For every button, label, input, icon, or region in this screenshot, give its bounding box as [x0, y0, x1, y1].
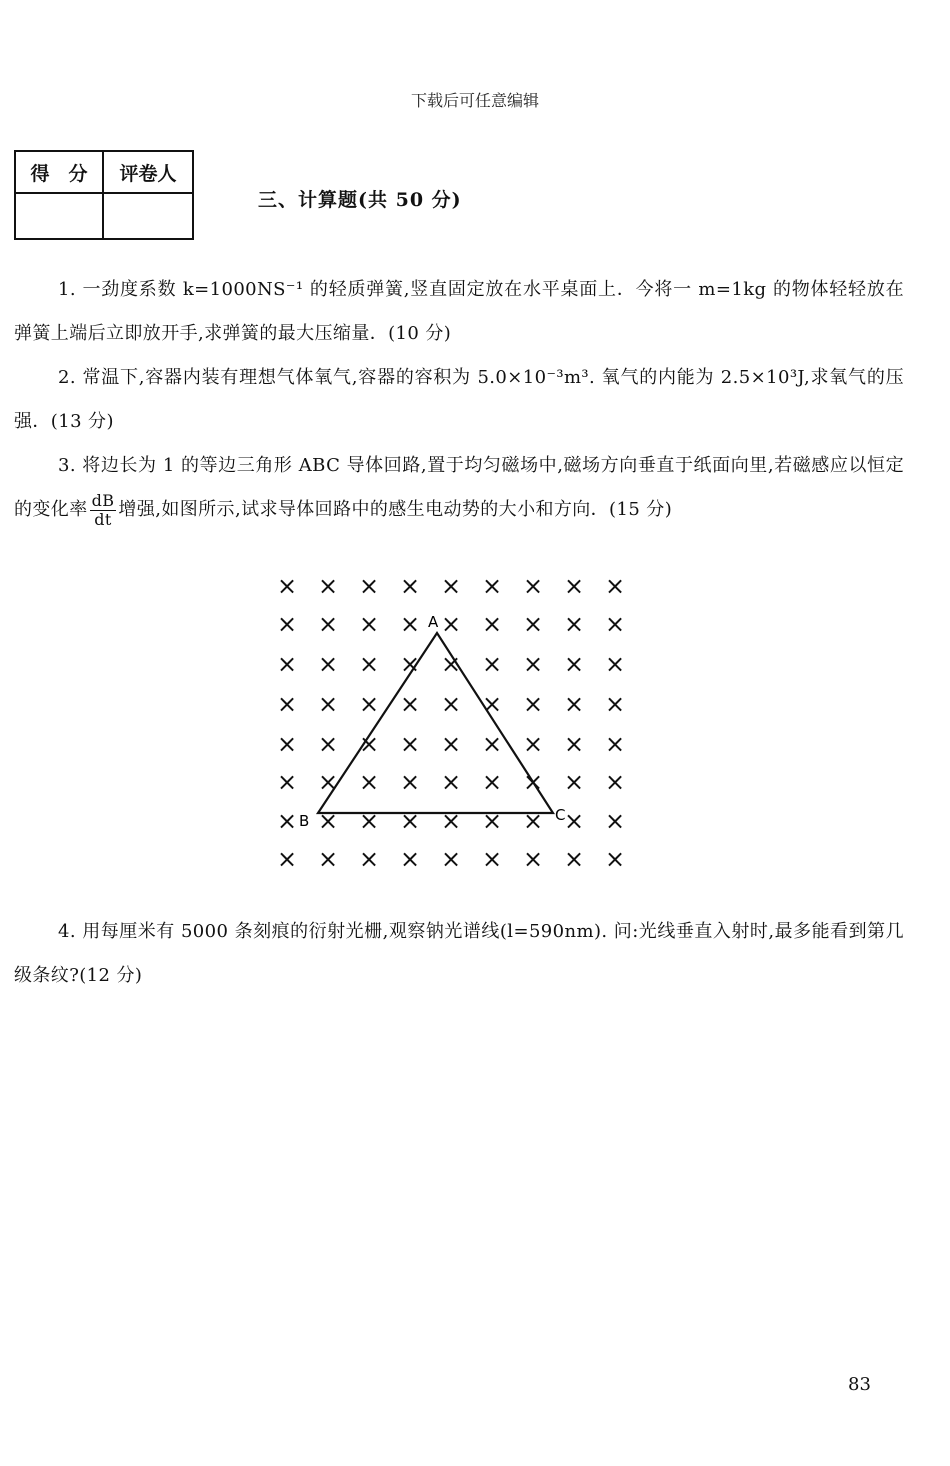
question-1: 1. 一劲度系数 k=1000NS⁻¹ 的轻质弹簧,竖直固定放在水平桌面上．今将一 m=1kg 的物体轻轻放在弹簧上端后立即放开手,求弹簧的最大压缩量．(10 分): [14, 279, 904, 344]
field-cross-mark: ×: [481, 572, 503, 600]
section-title: 三、计算题(共 50 分): [258, 189, 462, 211]
field-cross-mark: ×: [317, 610, 339, 638]
field-cross-mark: ×: [317, 650, 339, 678]
question-3-text-before: 3. 将边长为 1 的等边三角形 ABC 导体回路,置于均匀磁场中,磁场方向垂直于纸面向里,若磁感应以恒定的变化率: [14, 455, 904, 520]
field-marks: [277, 572, 625, 873]
field-cross-mark: ×: [563, 572, 585, 600]
field-cross-mark: ×: [399, 690, 421, 718]
field-cross-mark: ×: [522, 730, 544, 758]
field-cross-mark: ×: [563, 730, 585, 758]
field-cross-mark: ×: [399, 730, 421, 758]
field-cross-mark: ×: [481, 650, 503, 678]
question-4: 4. 用每厘米有 5000 条刻痕的衍射光栅,观察钠光谱线(l=590nm). 问:光线垂直入射时,最多能看到第几级条纹?(12 分): [14, 921, 904, 986]
field-cross-mark: ×: [317, 730, 339, 758]
field-cross-mark: ×: [358, 730, 380, 758]
question-2: 2. 常温下,容器内装有理想气体氧气,容器的容积为 5.0×10⁻³m³. 氧气的内能为 2.5×10³J,求氧气的压强．(13 分): [14, 367, 904, 432]
field-cross-mark: ×: [276, 610, 298, 638]
field-cross-mark: ×: [522, 610, 544, 638]
field-cross-mark: ×: [358, 768, 380, 796]
field-cross-mark: ×: [399, 845, 421, 873]
header-note: 下载后可任意编辑: [410, 91, 539, 110]
field-cross-mark: ×: [481, 690, 503, 718]
field-cross-mark: ×: [563, 650, 585, 678]
field-cross-mark: ×: [399, 768, 421, 796]
vertex-label-b: B: [299, 812, 310, 830]
field-cross-mark: ×: [399, 610, 421, 638]
field-cross-mark: ×: [563, 610, 585, 638]
field-cross-mark: ×: [440, 768, 462, 796]
field-cross-mark: ×: [358, 845, 380, 873]
field-cross-mark: ×: [317, 572, 339, 600]
field-cross-mark: ×: [276, 572, 298, 600]
field-cross-mark: ×: [399, 650, 421, 678]
field-cross-mark: ×: [604, 572, 626, 600]
field-cross-mark: ×: [440, 572, 462, 600]
field-cross-mark: ×: [317, 807, 339, 835]
field-cross-mark: ×: [563, 768, 585, 796]
field-cross-mark: ×: [276, 650, 298, 678]
field-cross-mark: ×: [317, 845, 339, 873]
field-cross-mark: ×: [317, 690, 339, 718]
triangle-abc: [318, 633, 553, 813]
field-cross-mark: ×: [399, 807, 421, 835]
field-cross-mark: ×: [440, 610, 462, 638]
field-cross-mark: ×: [522, 572, 544, 600]
field-cross-mark: ×: [522, 768, 544, 796]
field-cross-mark: ×: [563, 807, 585, 835]
field-cross-mark: ×: [440, 807, 462, 835]
field-cross-mark: ×: [358, 650, 380, 678]
field-cross-mark: ×: [358, 572, 380, 600]
page-number: 83: [848, 1374, 871, 1395]
field-cross-mark: ×: [522, 690, 544, 718]
field-cross-mark: ×: [358, 610, 380, 638]
field-cross-mark: ×: [440, 650, 462, 678]
field-cross-mark: ×: [440, 845, 462, 873]
fraction-numerator: dB: [91, 490, 115, 510]
field-cross-mark: ×: [522, 845, 544, 873]
fraction-denominator: dt: [94, 509, 112, 529]
field-cross-mark: ×: [604, 768, 626, 796]
field-cross-mark: ×: [276, 807, 298, 835]
field-cross-mark: ×: [604, 730, 626, 758]
field-cross-mark: ×: [440, 690, 462, 718]
field-cross-mark: ×: [481, 610, 503, 638]
field-cross-mark: ×: [604, 610, 626, 638]
field-cross-mark: ×: [276, 730, 298, 758]
field-cross-mark: ×: [604, 807, 626, 835]
field-cross-mark: ×: [522, 650, 544, 678]
field-cross-mark: ×: [522, 807, 544, 835]
field-cross-mark: ×: [399, 572, 421, 600]
field-cross-mark: ×: [481, 768, 503, 796]
field-cross-mark: ×: [276, 768, 298, 796]
field-cross-mark: ×: [604, 650, 626, 678]
field-cross-mark: ×: [276, 845, 298, 873]
score-label: 得 分: [15, 151, 103, 193]
vertex-label-c: C: [555, 806, 566, 824]
question-3-text-after: 增强,如图所示,试求导体回路中的感生电动势的大小和方向．(15 分): [118, 499, 673, 520]
grader-label: 评卷人: [103, 151, 193, 193]
field-cross-mark: ×: [481, 807, 503, 835]
field-cross-mark: ×: [276, 690, 298, 718]
field-cross-mark: ×: [563, 690, 585, 718]
field-cross-mark: ×: [317, 768, 339, 796]
field-cross-mark: ×: [604, 845, 626, 873]
field-cross-mark: ×: [481, 845, 503, 873]
field-cross-mark: ×: [358, 807, 380, 835]
field-cross-mark: ×: [563, 845, 585, 873]
field-cross-mark: ×: [481, 730, 503, 758]
field-cross-mark: ×: [358, 690, 380, 718]
vertex-label-a: A: [428, 613, 439, 631]
field-cross-mark: ×: [440, 730, 462, 758]
field-cross-mark: ×: [604, 690, 626, 718]
